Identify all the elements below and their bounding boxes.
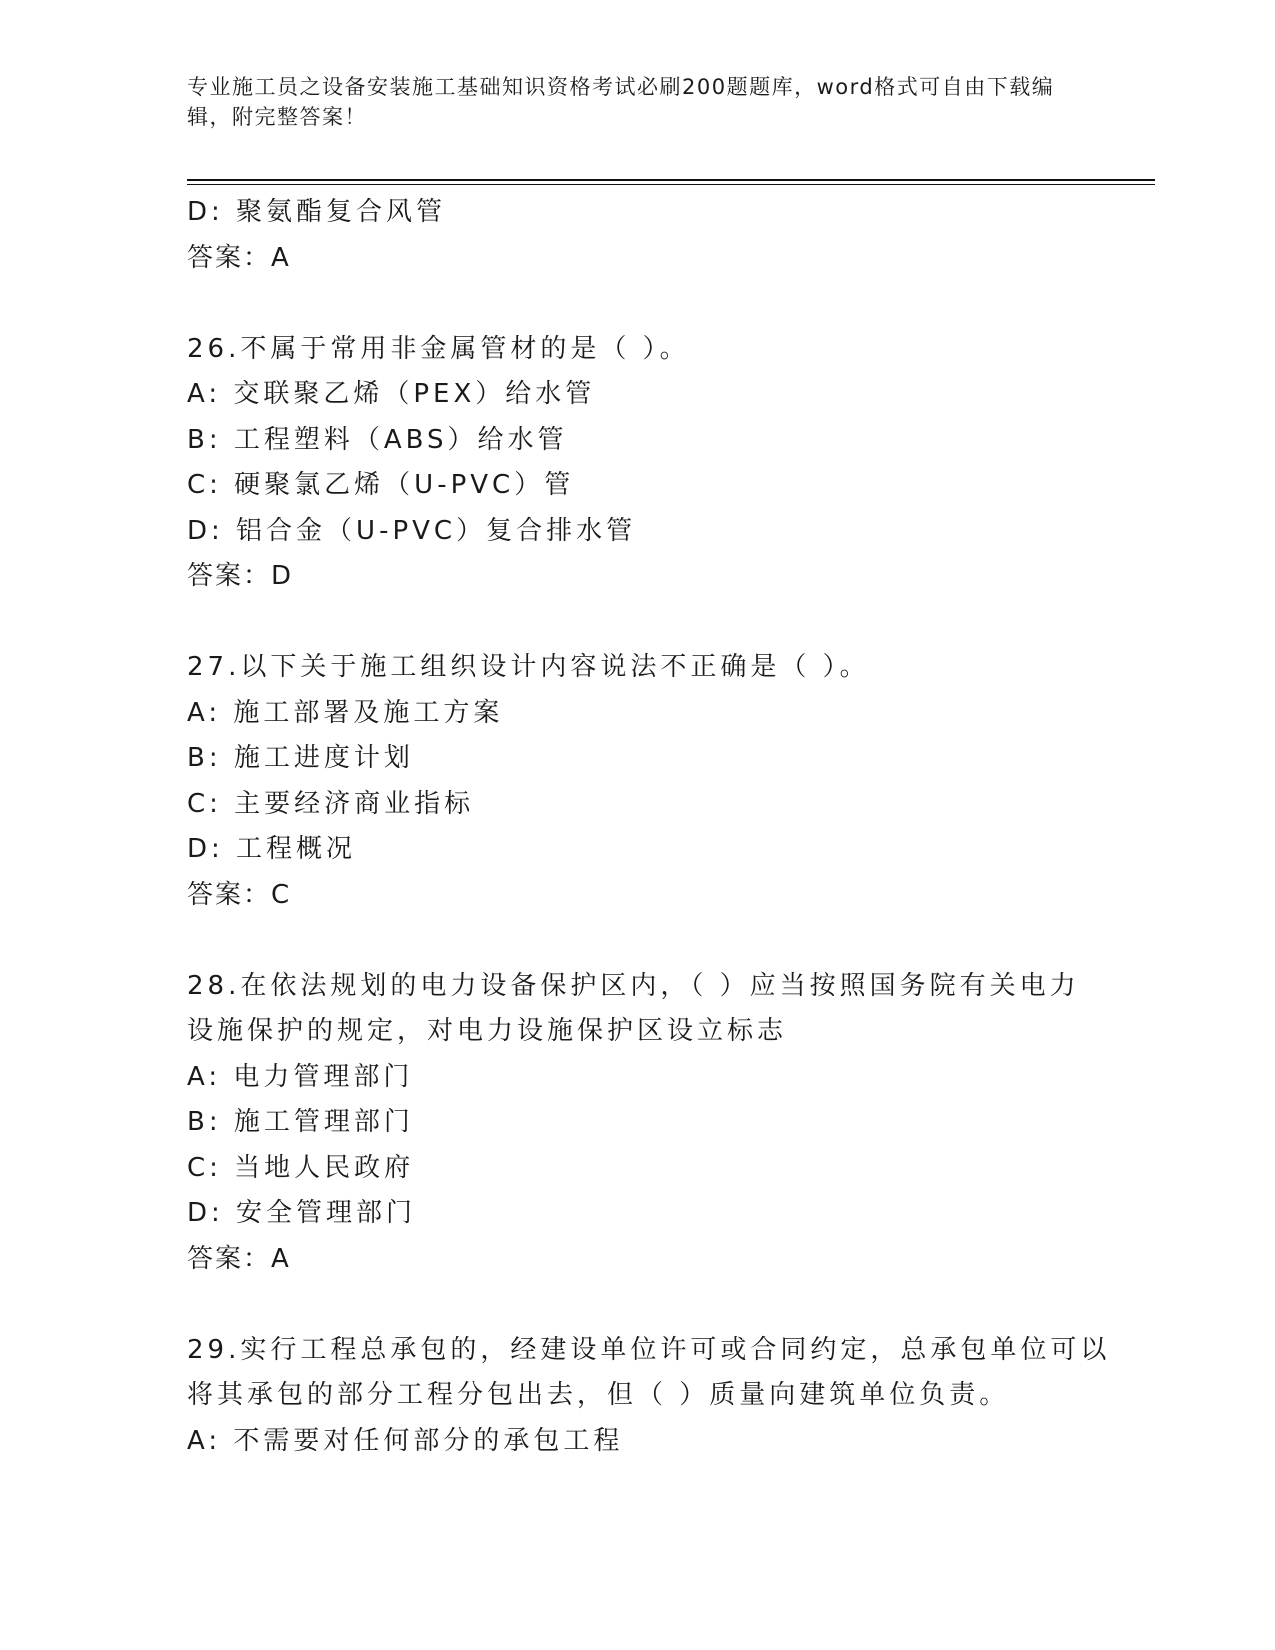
question-text-line-2: 设施保护的规定，对电力设施保护区设立标志 bbox=[187, 1016, 788, 1046]
question-28 bbox=[187, 964, 1087, 1283]
document-header bbox=[187, 72, 1077, 132]
option-d: D: 安全管理部门 bbox=[187, 1198, 417, 1228]
answer: 答案：C bbox=[187, 879, 292, 910]
header-divider bbox=[187, 179, 1155, 181]
answer: 答案：A bbox=[187, 1243, 291, 1274]
question-text-line-1: 29.实行工程总承包的，经建设单位许可或合同约定，总承包单位可以 bbox=[187, 1334, 1111, 1365]
option-d: D: 工程概况 bbox=[187, 834, 357, 864]
answer: 答案：A bbox=[187, 242, 291, 273]
option-a: A: 交联聚乙烯（PEX）给水管 bbox=[187, 379, 596, 409]
answer: 答案：D bbox=[187, 561, 294, 591]
option-d: D: 铝合金（U-PVC）复合排水管 bbox=[187, 515, 637, 546]
option-c: C: 硬聚氯乙烯（U-PVC）管 bbox=[187, 470, 575, 500]
option-c: C: 主要经济商业指标 bbox=[187, 788, 475, 819]
question-text-line-2: 将其承包的部分工程分包出去，但（ ）质量向建筑单位负责。 bbox=[187, 1380, 1010, 1410]
question-list bbox=[187, 190, 1111, 1464]
option-b: B: 施工管理部门 bbox=[187, 1107, 414, 1137]
option-a: A: 施工部署及施工方案 bbox=[187, 697, 504, 728]
option-d: D: 聚氨酯复合风管 bbox=[187, 197, 447, 227]
question-26 bbox=[187, 327, 1087, 600]
question-27 bbox=[187, 645, 1087, 918]
question-text: 26.不属于常用非金属管材的是（ ）。 bbox=[187, 333, 690, 364]
option-c: C: 当地人民政府 bbox=[187, 1152, 415, 1183]
option-b: B: 工程塑料（ABS）给水管 bbox=[187, 424, 568, 455]
option-b: B: 施工进度计划 bbox=[187, 743, 414, 773]
option-a: A: 不需要对任何部分的承包工程 bbox=[187, 1425, 624, 1456]
question-29 bbox=[187, 1328, 1111, 1465]
option-a: A: 电力管理部门 bbox=[187, 1061, 414, 1092]
previous-question-tail bbox=[187, 190, 1087, 281]
header-title: 专业施工员之设备安装施工基础知识资格考试必刷200题题库，word格式可自由下载编辑，附完整答案！ bbox=[187, 75, 1055, 129]
header-divider-thin bbox=[187, 184, 1155, 185]
question-text: 27.以下关于施工组织设计内容说法不正确是（ ）。 bbox=[187, 652, 870, 682]
question-text-line-1: 28.在依法规划的电力设备保护区内，（ ）应当按照国务院有关电力 bbox=[187, 970, 1080, 1001]
